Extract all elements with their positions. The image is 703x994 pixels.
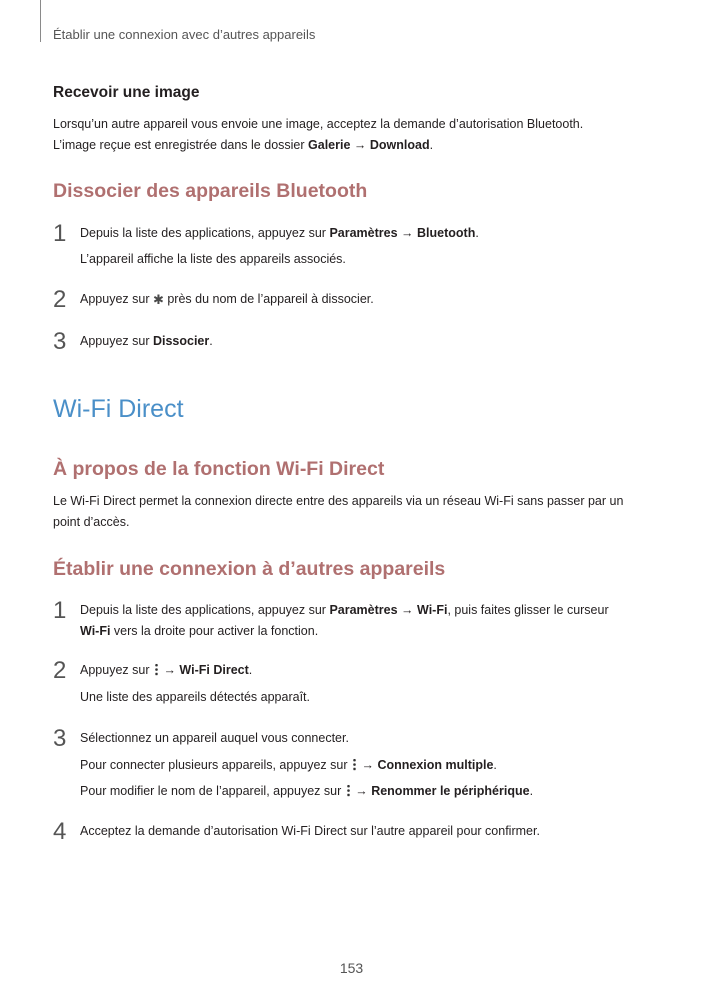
step-number: 1 [53,597,67,624]
more-options-icon [353,758,356,771]
step-subtext-multiple: Pour connecter plusieurs appareils, appuyez sur → Connexion multiple. [80,758,497,772]
step-number: 4 [53,818,67,845]
step-text: Depuis la liste des applications, appuyez sur Paramètres → Bluetooth. [80,226,479,240]
step-number: 3 [53,328,67,355]
step-subtext: Une liste des appareils détectés apparaît. [80,690,310,704]
receive-image-heading: Recevoir une image [53,84,200,101]
step-number: 1 [53,220,67,247]
step-subtext-rename: Pour modifier le nom de l’appareil, appuyez sur → Renommer le périphérique. [80,784,534,798]
page-number: 153 [339,960,364,976]
download-label: Download [369,138,430,152]
step-text: Appuyez sur Dissocier. [80,334,213,348]
receive-image-line-2: L’image reçue est enregistrée dans le dossier Galerie → Download. [53,138,434,152]
wifi-direct-title: Wi-Fi Direct [53,395,184,423]
step-subtext: L’appareil affiche la liste des appareils associés. [80,252,346,266]
header-rule [40,0,41,42]
wifi-direct-about-paragraph: Le Wi-Fi Direct permet la connexion directe entre des appareils via un réseau Wi-Fi sans passer par un point d’accès. [53,494,624,529]
step-text: Depuis la liste des applications, appuyez sur Paramètres → Wi-Fi, puis faites glisser le curseur [80,603,609,617]
step-text: Appuyez sur → Wi-Fi Direct. [80,663,253,677]
unpair-heading: Dissocier des appareils Bluetooth [53,180,368,202]
wifi-direct-connect-heading: Établir une connexion à d’autres appareils [53,558,446,580]
galerie-label: Galerie [308,138,351,152]
step-text: Sélectionnez un appareil auquel vous connecter. [80,731,349,745]
step-number: 2 [53,657,67,684]
step-number: 2 [53,286,67,313]
receive-image-line-1: Lorsqu’un autre appareil vous envoie une image, acceptez la demande d’autorisation Bluetooth. [53,117,584,131]
step-text-continued: Wi-Fi vers la droite pour activer la fonction. [80,624,319,638]
step-text: Acceptez la demande d’autorisation Wi-Fi Direct sur l’autre appareil pour confirmer. [80,824,540,838]
running-header: Établir une connexion avec d’autres appareils [53,27,316,42]
more-options-icon [347,784,350,797]
wifi-direct-about-heading: À propos de la fonction Wi-Fi Direct [53,458,385,480]
receive-image-paragraph [53,114,653,156]
step-number: 3 [53,725,67,752]
gear-icon: ✱ [152,292,164,307]
more-options-icon [155,663,158,676]
step-text: Appuyez sur ✱ près du nom de l’appareil à dissocier. [80,292,374,307]
